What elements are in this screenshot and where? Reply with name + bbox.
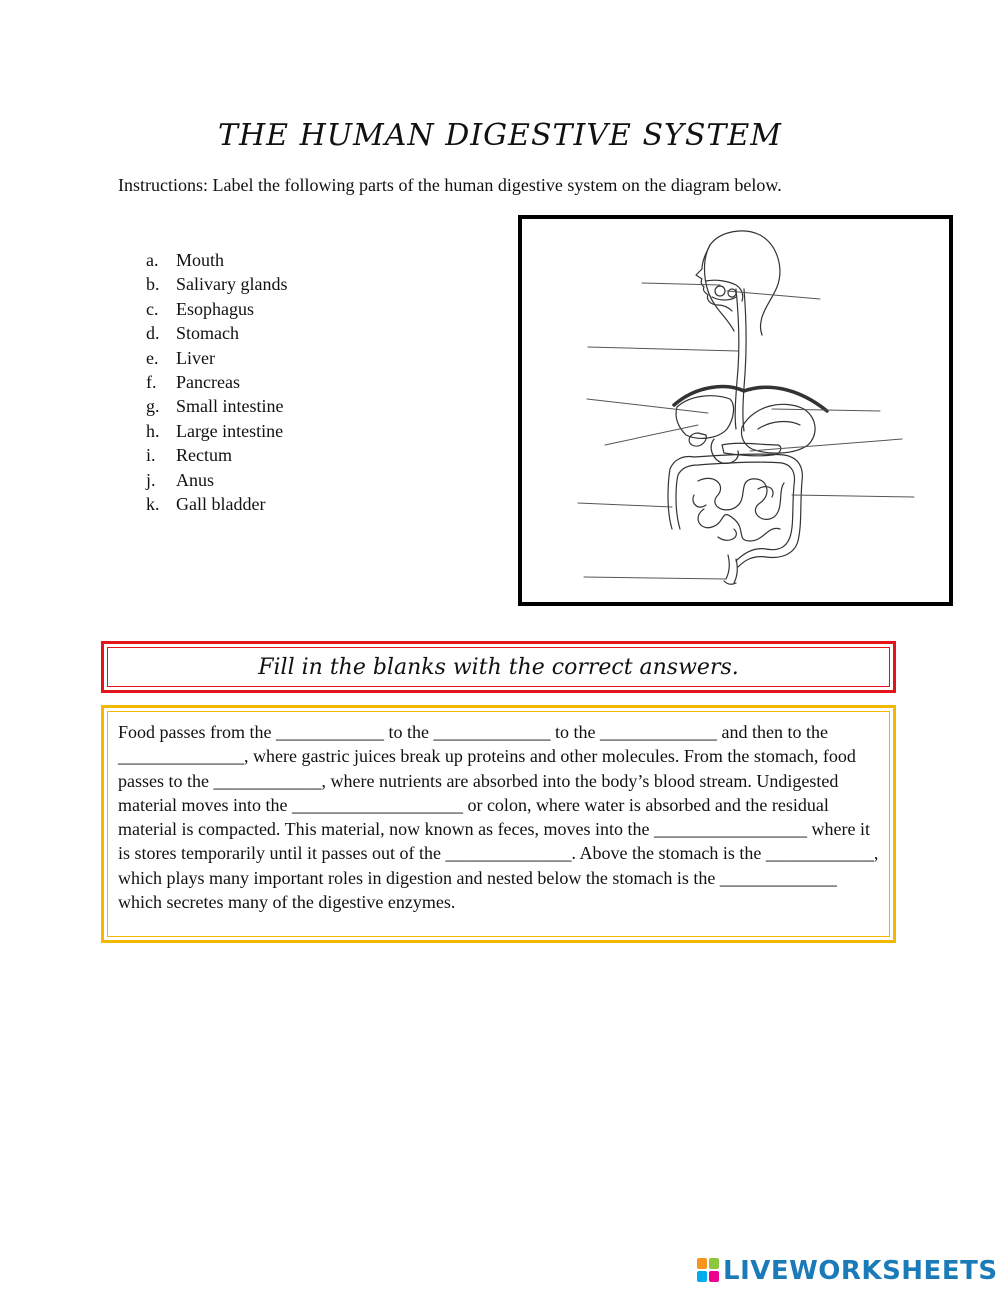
list-letter: h. — [146, 420, 160, 441]
liver — [676, 396, 734, 439]
list-item — [146, 492, 287, 516]
salivary-gland-right — [728, 289, 736, 297]
fill-heading: Fill in the blanks with the correct answers. — [107, 647, 890, 687]
list-item — [146, 394, 287, 418]
digestive-diagram — [518, 215, 953, 606]
logo-icon — [697, 1258, 721, 1284]
list-letter: g. — [146, 396, 160, 417]
small-intestine — [693, 478, 784, 541]
list-letter: d. — [146, 323, 160, 344]
list-label: Liver — [176, 347, 215, 368]
esophagus — [735, 289, 746, 431]
list-letter: k. — [146, 493, 160, 514]
liveworksheets-logo — [697, 1255, 998, 1287]
list-item — [146, 419, 287, 443]
list-item — [146, 443, 287, 467]
list-letter: j. — [146, 469, 156, 490]
list-item — [146, 346, 287, 370]
face-profile — [696, 245, 732, 311]
list-item — [146, 370, 287, 394]
list-label: Small intestine — [176, 396, 284, 417]
list-letter: c. — [146, 298, 159, 319]
page-title: THE HUMAN DIGESTIVE SYSTEM — [217, 118, 783, 153]
list-letter: a. — [146, 250, 159, 270]
list-label: Salivary glands — [176, 274, 288, 295]
list-item — [146, 272, 287, 296]
instructions-text: Instructions: Label the following parts of the human digestive system on the diagram below. — [118, 175, 782, 195]
paragraph-container — [107, 711, 890, 937]
list-item — [146, 297, 287, 321]
paragraph-box — [101, 705, 896, 943]
logo-text: LIVEWORKSHEETS — [723, 1256, 998, 1286]
stomach — [741, 404, 815, 453]
fill-heading-box — [101, 641, 896, 693]
salivary-gland-left — [715, 286, 725, 296]
list-letter: i. — [146, 445, 156, 466]
list-letter: b. — [146, 274, 160, 295]
list-label: Stomach — [176, 323, 239, 344]
list-label: Mouth — [176, 250, 225, 270]
digestive-system-drawing — [522, 219, 949, 602]
gall-bladder — [689, 433, 706, 446]
list-label: Gall bladder — [176, 493, 266, 514]
list-label: Rectum — [176, 445, 232, 466]
list-letter: e. — [146, 347, 159, 368]
rectum — [726, 555, 737, 583]
fill-in-paragraph: Food passes from the ____________ to the _____________ to the _____________ and then to the ______________, where gastric juices break up proteins and other molecules. From the stomach, food passes to the ____________, where nutrients are absorbed into the body’s blood stream. Undigested material moves into the ___________________ or colon, where water is absorbed and the residual material is compacted. This material, now known as feces, moves into the _________________ where it is stores temporarily until it passes out of the ______________. Above the stomach is the ____________, which plays many important roles in digestion and nested below the stomach is the _____________ which secretes many of the digestive enzymes. — [118, 722, 879, 913]
list-label: Esophagus — [176, 298, 254, 319]
list-label: Pancreas — [176, 371, 240, 392]
list-letter: f. — [146, 371, 157, 392]
list-item — [146, 321, 287, 345]
list-item — [146, 248, 287, 272]
diaphragm — [674, 387, 827, 411]
large-intestine — [668, 454, 802, 567]
list-label: Anus — [176, 469, 215, 490]
parts-list — [146, 248, 287, 516]
list-label: Large intestine — [176, 420, 284, 441]
list-item — [146, 468, 287, 492]
head-outline — [705, 231, 780, 335]
